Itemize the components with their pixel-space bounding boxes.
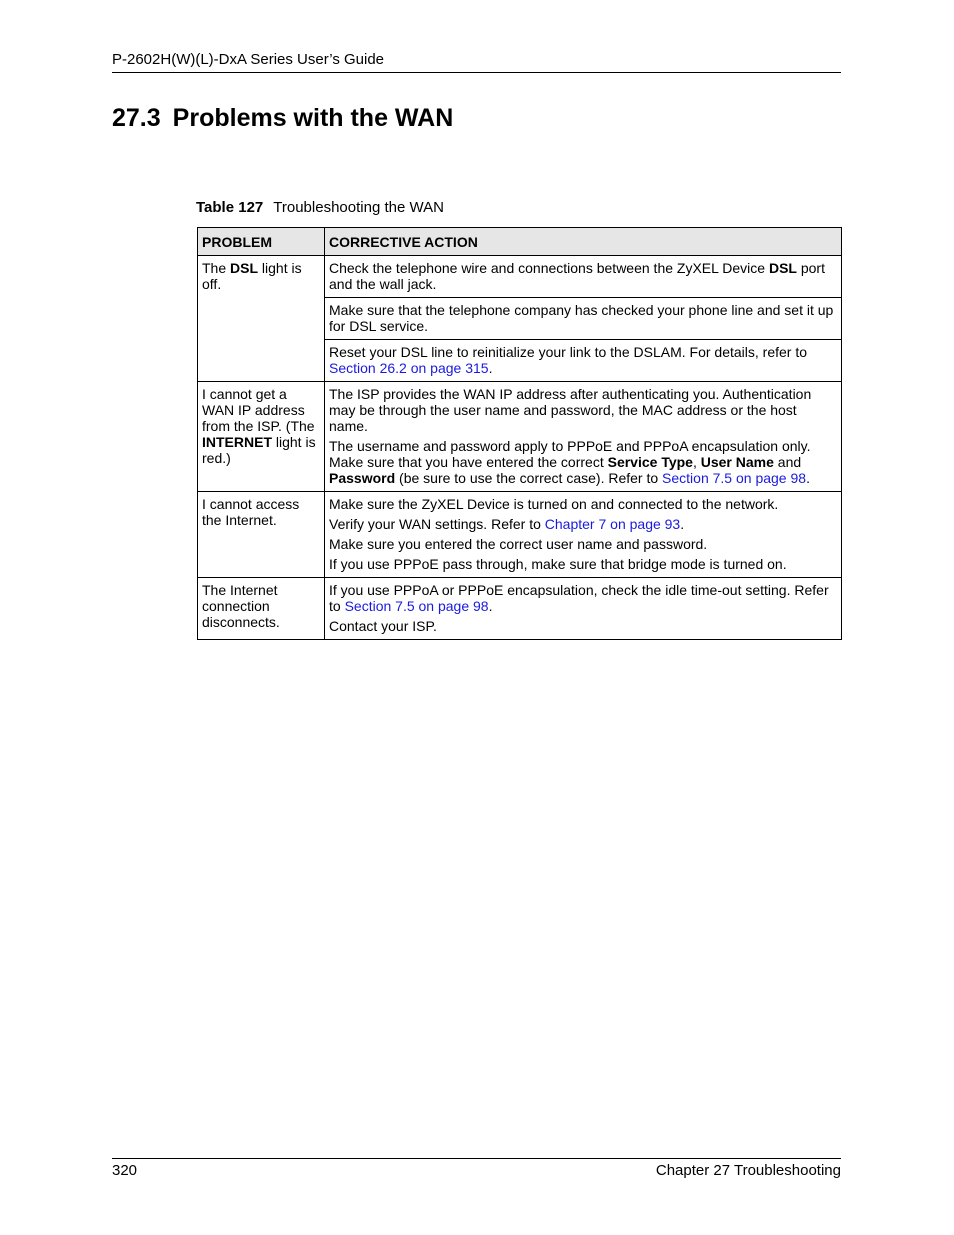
action-paragraph [329,438,837,486]
footer-chapter: Chapter 27 Troubleshooting [655,1162,841,1179]
table-row [198,578,842,640]
action-paragraph: The ISP provides the WAN IP address after authenticating you. Authentication may be through the user name and password, the MAC address or the host name. [329,386,812,434]
running-header: P-2602H(W)(L)-DxA Series User’s Guide [112,51,385,68]
chapter-7-link[interactable]: Chapter 7 on page 93 [544,516,681,532]
section-number: 27.3 [112,104,161,132]
action-cell: Make sure that the telephone company has checked your phone line and set it up for DSL service. [325,298,842,340]
section-title [112,104,453,133]
action-text: The username and password apply to PPPoE and PPPoA encapsulation only. Make sure that you have entered the correct [329,438,811,470]
action-bold-text: User Name [700,454,774,470]
table-header-row [198,228,842,256]
action-paragraph: Make sure the ZyXEL Device is turned on and connected to the network. [329,496,779,512]
action-bold-text: Service Type [607,454,693,470]
action-text: and [773,454,802,470]
section-7-5-link[interactable]: Section 7.5 on page 98 [662,470,807,486]
page-number: 320 [112,1162,138,1179]
action-paragraph: Contact your ISP. [329,618,437,634]
action-paragraph [329,582,837,614]
problem-text: light is off. [202,260,302,292]
problem-bold-text: DSL [230,260,259,276]
table-row [198,492,842,578]
problem-text: The [202,260,231,276]
table-row [198,382,842,492]
section-heading-text: Problems with the WAN [172,104,454,132]
problem-cell: The Internet connection disconnects. [198,578,325,640]
problem-bold-text: INTERNET [202,434,272,450]
action-text: . [680,516,685,532]
action-bold-text: DSL [768,260,797,276]
action-paragraph: Make sure you entered the correct user name and password. [329,536,708,552]
problem-cell [198,382,325,492]
column-header-problem: PROBLEM [198,228,325,256]
action-text: , [692,454,701,470]
action-text: (be sure to use the correct case). Refer to [395,470,663,486]
section-26-2-link[interactable]: Section 26.2 on page 315 [329,360,489,376]
action-text: Verify your WAN settings. Refer to [329,516,545,532]
column-header-corrective-action: CORRECTIVE ACTION [325,228,842,256]
table-caption-text: Troubleshooting the WAN [273,199,444,216]
action-cell [325,256,842,298]
action-cell [325,492,842,578]
table-label: Table 127 [196,199,264,216]
action-bold-text: Password [329,470,396,486]
section-7-5-link[interactable]: Section 7.5 on page 98 [344,598,489,614]
action-cell [325,382,842,492]
action-text: . [488,598,493,614]
action-paragraph: If you use PPPoE pass through, make sure that bridge mode is turned on. [329,556,787,572]
action-cell [325,340,842,382]
action-text: port and the wall jack. [329,260,825,292]
footer-divider [112,1158,841,1159]
table-caption [196,199,444,216]
action-text: If you use PPPoA or PPPoE encapsulation, check the idle time-out setting. Refer to [329,582,829,614]
header-divider [112,72,841,73]
troubleshooting-table [197,227,842,640]
action-text: . [488,360,493,376]
action-text: Check the telephone wire and connections between the ZyXEL Device [329,260,769,276]
problem-cell: I cannot access the Internet. [198,492,325,578]
action-paragraph [329,516,837,532]
problem-cell [198,256,325,382]
action-text: Reset your DSL line to reinitialize your link to the DSLAM. For details, refer to [329,344,808,360]
table-row [198,256,842,298]
action-cell [325,578,842,640]
problem-text: light is red.) [202,434,316,466]
problem-text: I cannot get a WAN IP address from the ISP. (The [202,386,315,434]
action-text: . [806,470,810,486]
